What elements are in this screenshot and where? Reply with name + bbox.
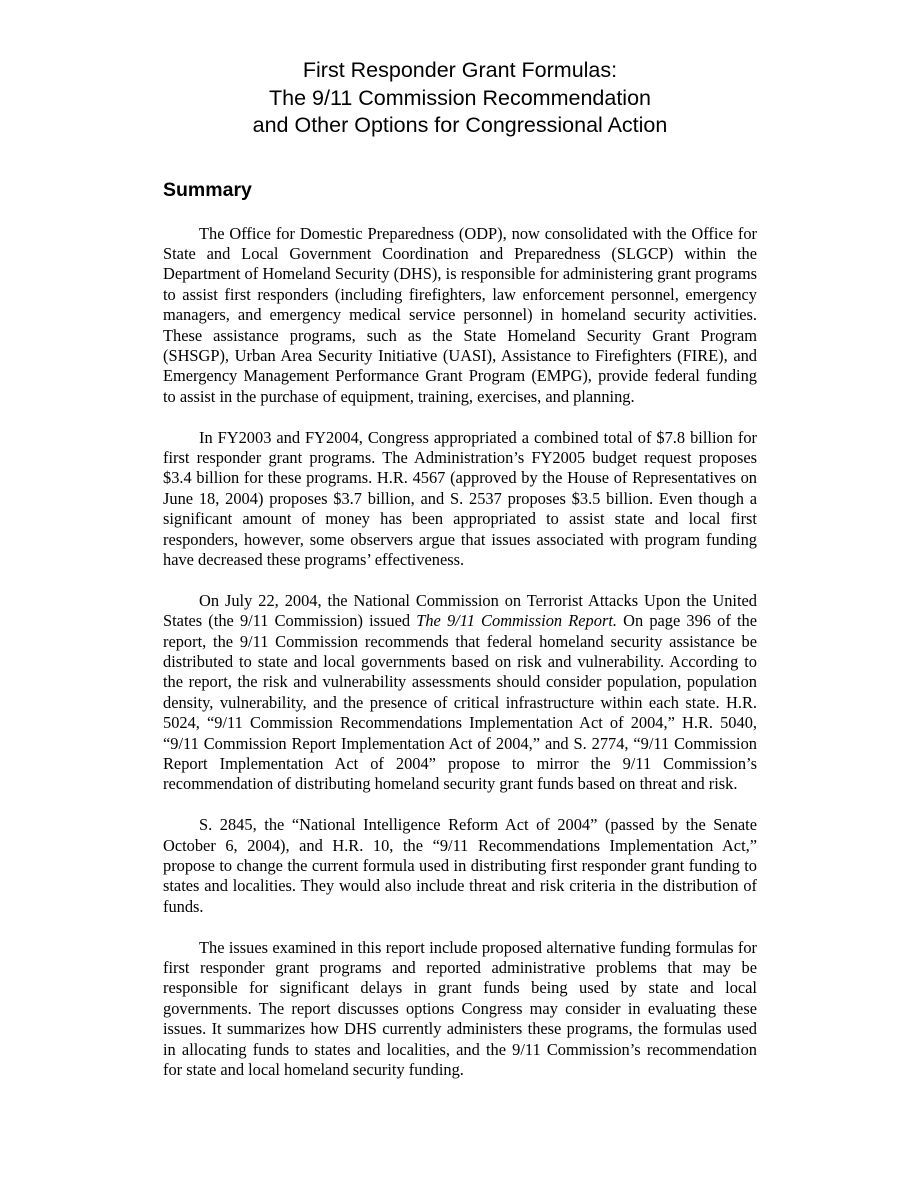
summary-body [163, 224, 757, 1081]
paragraph-3-text-start: On July 22, 2004, the National Commission on Terrorist Attacks Upon the United States (the 9/11 Commission) issued [163, 590, 757, 631]
summary-paragraph-2: In FY2003 and FY2004, Congress appropriated a combined total of $7.8 billion for first responder grant programs. The Administration’s FY2005 budget request proposes $3.4 billion for these programs. H.R. 4567 (approved by the House of Representatives on June 18, 2004) proposes $3.7 billion, and S. 2537 proposes $3.5 billion. Even though a significant amount of money has been appropriated to assist state and local first responders, however, some observers argue that issues associated with program funding have decreased these programs’ effectiveness. [163, 427, 757, 569]
document-page [163, 0, 757, 1081]
summary-paragraph-1: The Office for Domestic Preparedness (ODP), now consolidated with the Office for State and Local Government Coordination and Preparedness (SLGCP) within the Department of Homeland Security (DHS), is responsible for administering grant programs to assist first responders (including firefighters, law enforcement personnel, emergency managers, and emergency medical service personnel) in homeland security activities. These assistance programs, such as the State Homeland Security Grant Program (SHSGP), Urban Area Security Initiative (UASI), Assistance to Firefighters (FIRE), and Emergency Management Performance Grant Program (EMPG), provide federal funding to assist in the purchase of equipment, training, exercises, and planning. [163, 223, 757, 406]
summary-paragraph-3 [163, 591, 757, 795]
summary-paragraph-5: The issues examined in this report include proposed alternative funding formulas for first responder grant programs and reported administrative problems that may be responsible for significant delays in grant funds being used by state and local governments. The report discusses options Congress may consider in evaluating these issues. It summarizes how DHS currently administers these programs, the formulas used in allocating funds to states and localities, and the 9/11 Commission’s recommendation for state and local homeland security funding. [163, 937, 757, 1080]
paragraph-3-text-end: On page 396 of the report, the 9/11 Commission recommends that federal homeland security assistance be distributed to state and local governments based on risk and vulnerability. According to the report, the risk and vulnerability assessments should consider population, population density, vulnerability, and the presence of critical infrastructure within each state. H.R. 5024, “9/11 Commission Recommendations Implementation Act of 2004,” H.R. 5040, “9/11 Commission Report Implementation Act of 2004,” and S. 2774, “9/11 Commission Report Implementation Act of 2004” propose to mirror the 9/11 Commission’s recommendation of distributing homeland security grant funds based on threat and risk. [163, 611, 757, 794]
title-line-2: The 9/11 Commission Recommendation [269, 85, 651, 110]
report-title-italic: The 9/11 Commission Report. [416, 611, 617, 631]
summary-heading: Summary [163, 178, 252, 201]
title-line-3: and Other Options for Congressional Action [252, 113, 668, 137]
document-title [163, 57, 757, 140]
summary-paragraph-4: S. 2845, the “National Intelligence Reform Act of 2004” (passed by the Senate October 6, 2004), and H.R. 10, the “9/11 Recommendations Implementation Act,” propose to change the current formula used in distributing first responder grant funding to states and localities. They would also include threat and risk criteria in the distribution of funds. [163, 815, 757, 916]
title-line-1: First Responder Grant Formulas: [302, 58, 618, 82]
